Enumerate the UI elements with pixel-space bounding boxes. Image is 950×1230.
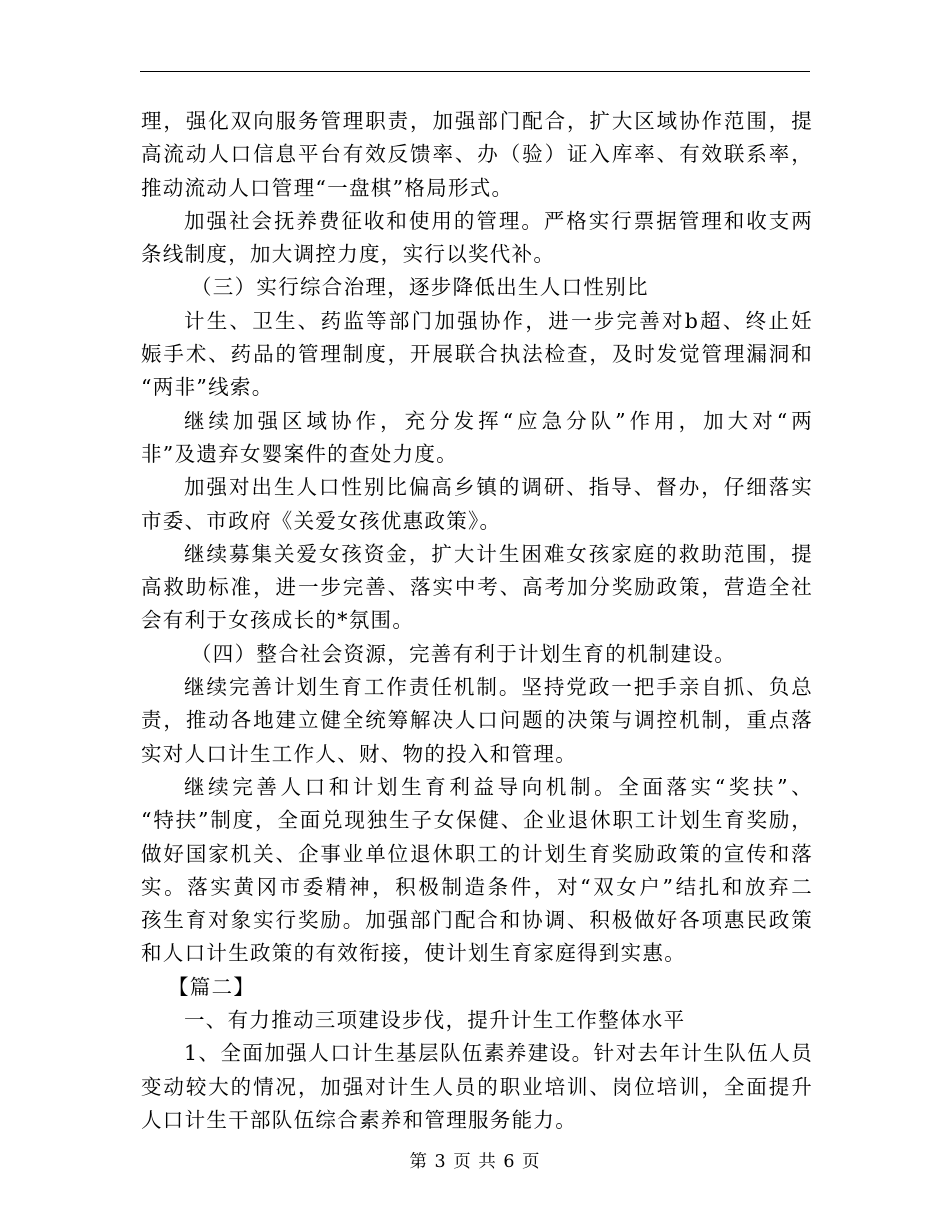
text-line: 孩生育对象实行奖励。加强部门配合和协调、积极做好各项惠民政策	[141, 908, 813, 933]
text-line: “特扶”制度，全面兑现独生子女保健、企业退休职工计划生育奖励，	[141, 808, 813, 833]
text-line: 娠手术、药品的管理制度，开展联合执法检查，及时发觉管理漏洞和	[141, 342, 813, 367]
text-line: 高救助标准，进一步完善、落实中考、高考加分奖励政策，营造全社	[141, 575, 813, 600]
text-line: 加强社会抚养费征收和使用的管理。严格实行票据管理和收支两	[184, 208, 813, 233]
text-line: （四）整合社会资源，完善有利于计划生育的机制建设。	[191, 641, 736, 666]
text-line: 市委、市政府《关爱女孩优惠政策》。	[141, 508, 502, 533]
text-line: 做好国家机关、企事业单位退休职工的计划生育奖励政策的宣传和落	[141, 841, 813, 866]
text-line: 继续加强区域协作，充分发挥“应急分队”作用，加大对“两	[184, 408, 813, 433]
text-line: 非”及遗弃女婴案件的查处力度。	[141, 441, 458, 466]
text-line: 实。落实黄冈市委精神，积极制造条件，对“双女户”结扎和放弃二	[141, 874, 813, 899]
text-line: 计生、卫生、药监等部门加强协作，进一步完善对b超、终止妊	[184, 308, 813, 333]
text-line: （三）实行综合治理，逐步降低出生人口性别比	[191, 275, 649, 300]
text-line: 会有利于女孩成长的*氛围。	[141, 608, 415, 633]
text-line: 继续完善人口和计划生育利益导向机制。全面落实“奖扶”、	[184, 774, 813, 799]
document-body	[141, 105, 813, 1137]
header-rule	[140, 71, 810, 72]
text-line: 和人口计生政策的有效衔接，使计划生育家庭得到实惠。	[141, 941, 686, 966]
text-line: 1、全面加强人口计生基层队伍素养建设。针对去年计生队伍人员	[184, 1041, 813, 1066]
text-line: 高流动人口信息平台有效反馈率、办（验）证入库率、有效联系率，	[141, 142, 813, 167]
text-line: 继续完善计划生育工作责任机制。坚持党政一把手亲自抓、负总	[184, 675, 813, 700]
text-line: 条线制度，加大调控力度，实行以奖代补。	[141, 242, 556, 267]
text-line: 变动较大的情况，加强对计生人员的职业培训、岗位培训，全面提升	[141, 1074, 813, 1099]
text-line: 责，推动各地建立健全统筹解决人口问题的决策与调控机制，重点落	[141, 708, 813, 733]
text-line: 理，强化双向服务管理职责，加强部门配合，扩大区域协作范围，提	[141, 109, 813, 133]
text-line: 一、有力推动三项建设步伐，提升计生工作整体水平	[184, 1008, 686, 1033]
text-line: 继续募集关爱女孩资金，扩大计生困难女孩家庭的救助范围，提	[184, 541, 813, 566]
text-line: 加强对出生人口性别比偏高乡镇的调研、指导、督办，仔细落实	[184, 475, 813, 500]
page-footer: 第 3 页 共 6 页	[409, 1152, 541, 1172]
text-line: “两非”线索。	[141, 375, 274, 400]
text-line: 实对人口计生工作人、财、物的投入和管理。	[141, 741, 577, 766]
text-line: 【篇二】	[168, 974, 256, 999]
text-line: 推动流动人口管理“一盘棋”格局形式。	[141, 175, 514, 200]
paragraph-lines	[141, 105, 813, 1137]
text-line: 人口计生干部队伍综合素养和管理服务能力。	[141, 1107, 577, 1132]
